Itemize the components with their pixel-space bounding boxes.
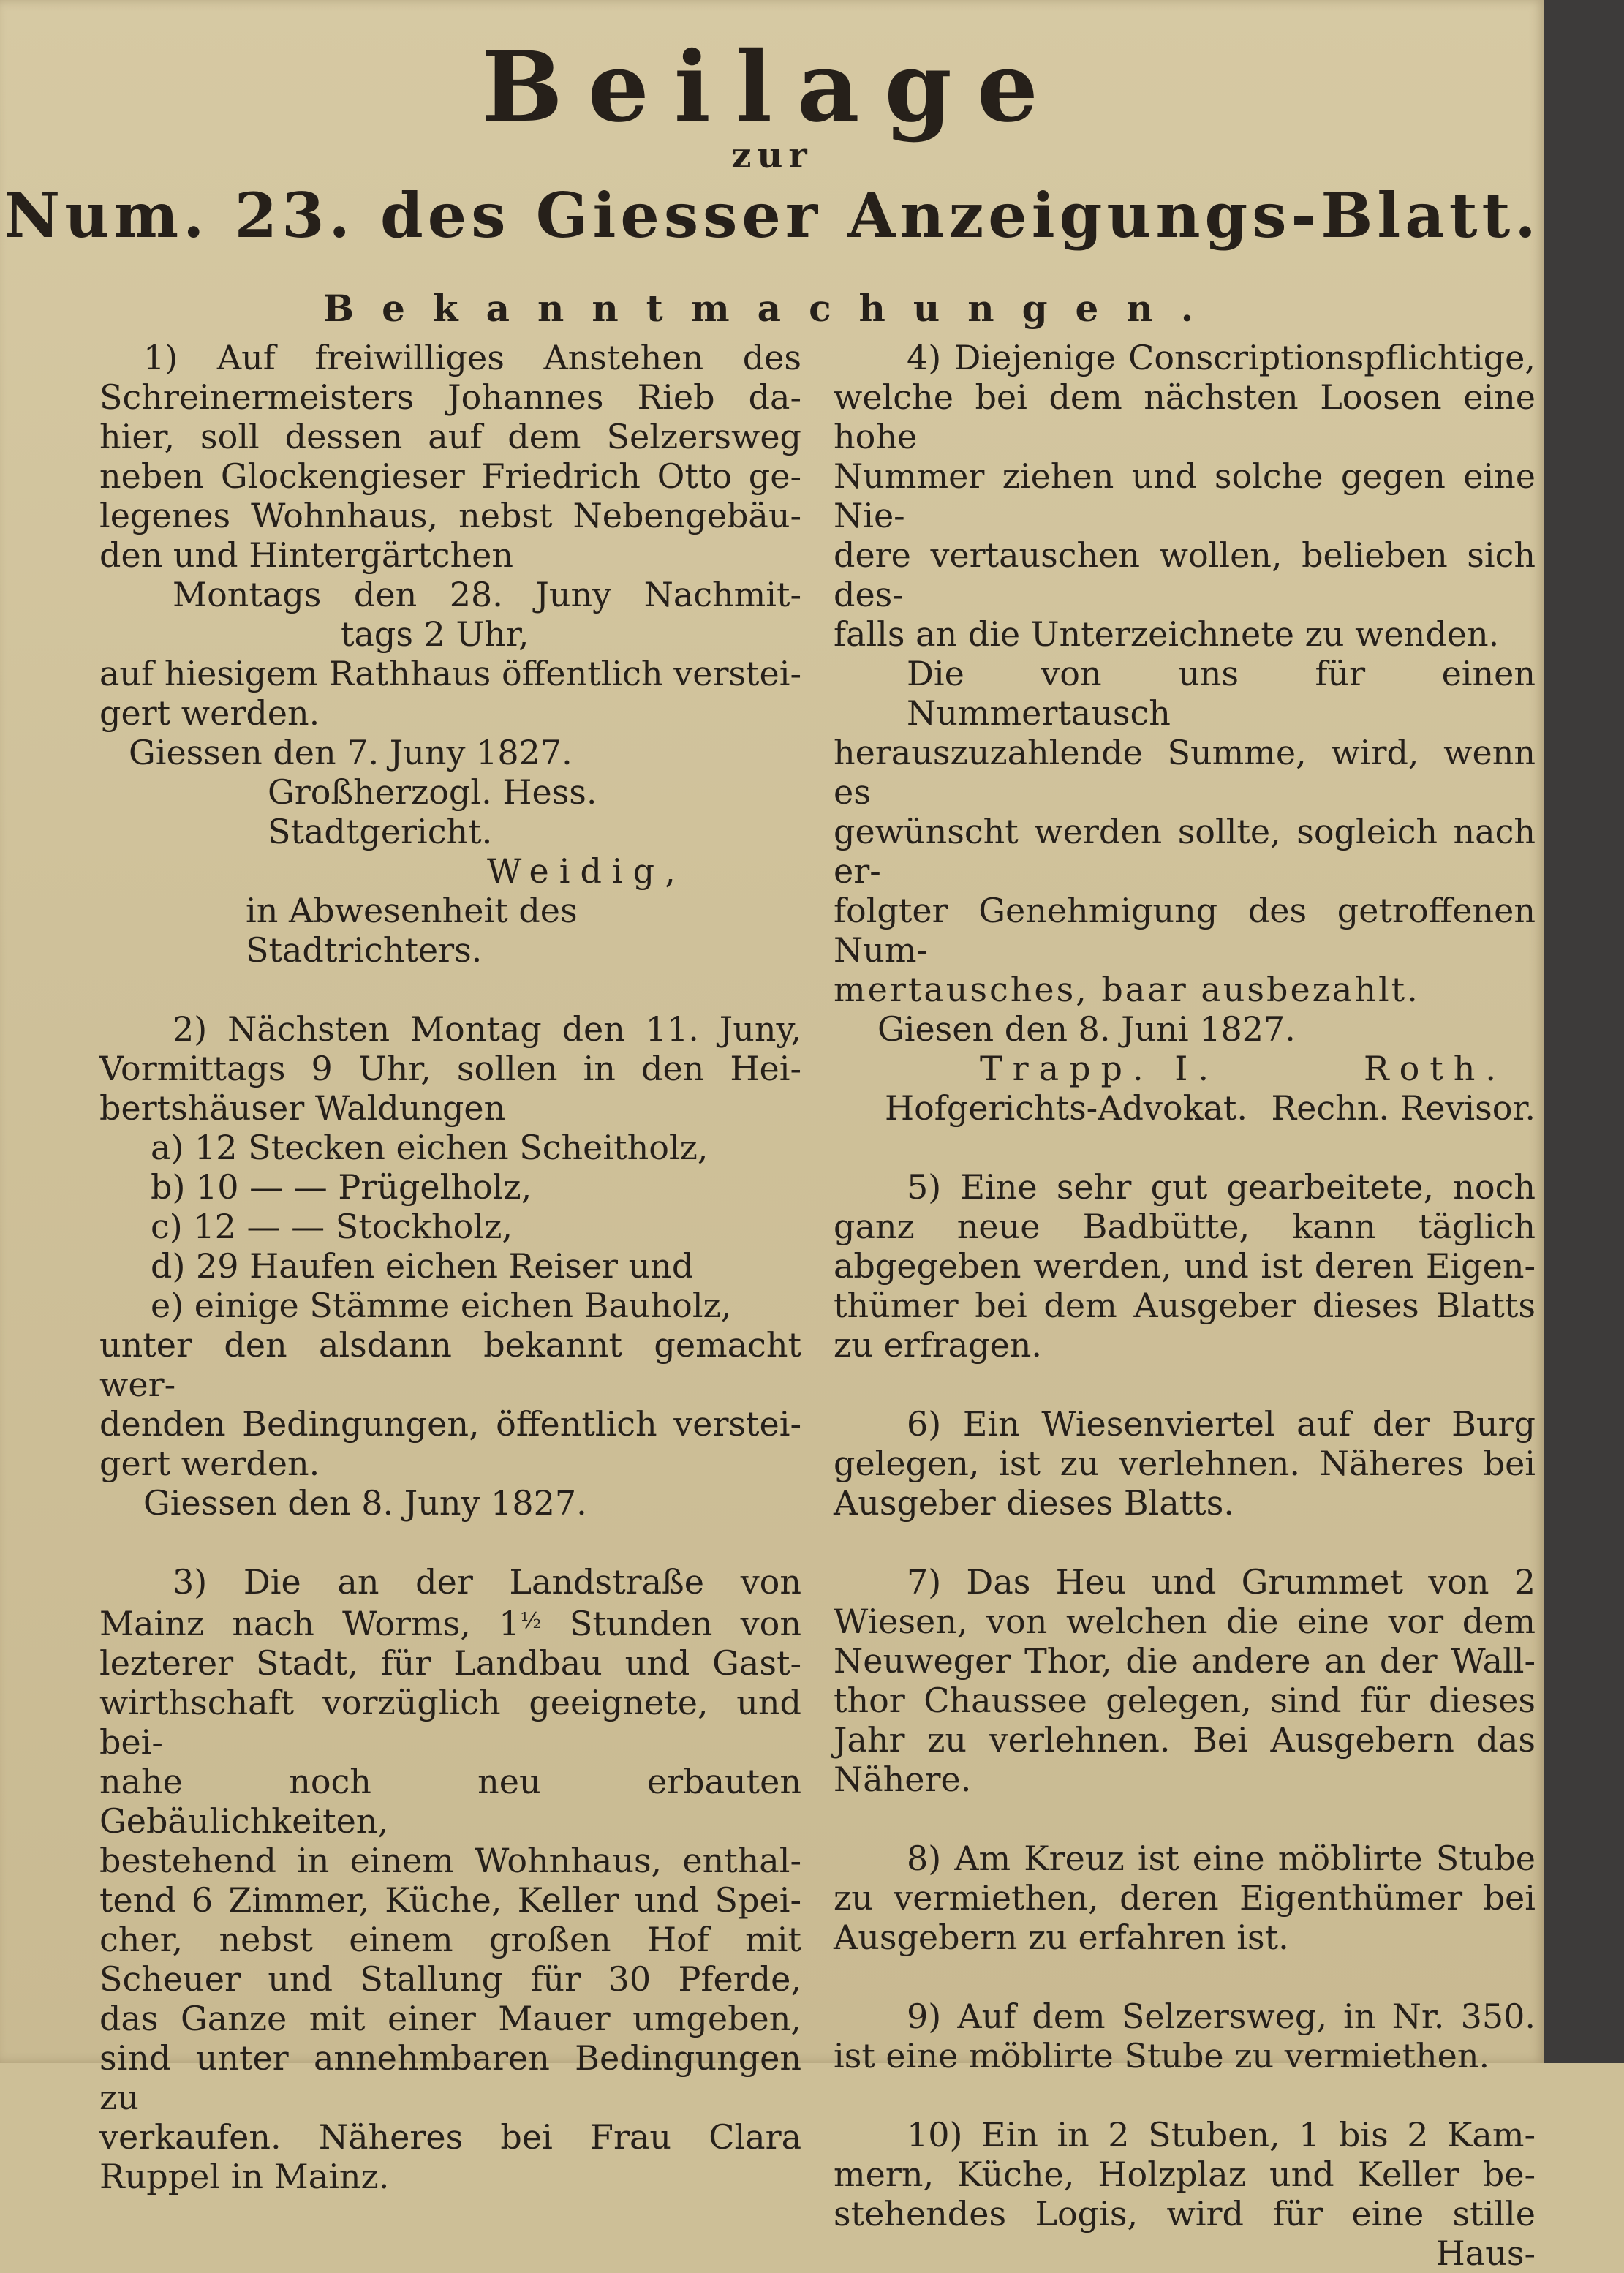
text-line: folgter Genehmigung des getroffenen Num- [834, 891, 1536, 970]
text-line: bestehend in einem Wohnhaus, enthal- [99, 1841, 801, 1880]
notice-7 [834, 1562, 1536, 1799]
text-line: 8) Am Kreuz ist eine möblirte Stube [907, 1839, 1536, 1878]
text-fragment: Mainz nach Worms, 1 [99, 1604, 521, 1643]
list-item: b) 10 — — Prügelholz, [151, 1167, 532, 1207]
notice-6 [834, 1404, 1536, 1523]
page-title: Beilage [481, 31, 1063, 144]
text-line: gert werden. [99, 693, 320, 733]
text-line: hier, soll dessen auf dem Selzersweg [99, 417, 801, 456]
list-item: a) 12 Stecken eichen Scheitholz, [151, 1128, 709, 1167]
text-line: gelegen, ist zu verlehnen. Näheres bei [834, 1444, 1536, 1483]
text-line: Die von uns für einen Nummertausch [907, 654, 1536, 733]
text-line: Scheuer und Stallung für 30 Pferde, [99, 1959, 801, 1999]
catchword: Haus- [1435, 2234, 1536, 2273]
text-line: das Ganze mit einer Mauer umgeben, [99, 1999, 801, 2038]
text-line: neben Glockengieser Friedrich Otto ge- [99, 456, 801, 496]
text-line: den und Hintergärtchen [99, 535, 513, 575]
signature-title: Hofgerichts-Advokat. [885, 1088, 1247, 1128]
text-line: 4) Diejenige Conscriptionspflichtige, [907, 338, 1536, 377]
text-line: legenes Wohnhaus, nebst Nebengebäu- [99, 496, 801, 535]
signature-name: Roth. [1363, 1049, 1506, 1088]
notice-5 [834, 1167, 1536, 1365]
text-line: stehendes Logis, wird für eine stille [834, 2194, 1536, 2234]
text-line: Schreinermeisters Johannes Rieb da- [99, 377, 801, 417]
signature-name: Trapp. I. [980, 1049, 1220, 1088]
text-line: 9) Auf dem Selzersweg, in Nr. 350. [907, 1997, 1536, 2036]
text-line: Nähere. [834, 1760, 972, 1799]
text-line: Neuweger Thor, die andere an der Wall- [834, 1641, 1536, 1681]
text-line: gert werden. [99, 1444, 320, 1483]
list-item: c) 12 — — Stockholz, [151, 1207, 513, 1246]
text-line: thümer bei dem Ausgeber dieses Blatts [834, 1286, 1536, 1325]
text-line: 6) Ein Wiesenviertel auf der Burg [907, 1404, 1536, 1444]
text-line: tend 6 Zimmer, Küche, Keller und Spei- [99, 1880, 801, 1920]
text-line: falls an die Unterzeichnete zu wenden. [834, 614, 1500, 654]
signature-names [834, 1049, 1536, 1088]
title-zur: zur [731, 135, 813, 176]
text-line: dere vertauschen wollen, belieben sich des- [834, 535, 1536, 614]
dateline: Giesen den 8. Juni 1827. [877, 1009, 1296, 1049]
text-line: mern, Küche, Holzplaz und Keller be- [834, 2155, 1536, 2194]
text-line: 7) Das Heu und Grummet von 2 [907, 1562, 1536, 1602]
text-line: 2) Nächsten Montag den 11. Juny, [173, 1009, 801, 1049]
list-item: e) einige Stämme eichen Bauholz, [151, 1286, 732, 1325]
text-line: verkaufen. Näheres bei Frau Clara [99, 2117, 801, 2157]
notice-10 [834, 2115, 1536, 2273]
notice-1 [99, 338, 801, 970]
text-line: 10) Ein in 2 Stuben, 1 bis 2 Kam- [907, 2115, 1536, 2155]
text-line: Ausgebern zu erfahren ist. [834, 1918, 1289, 1957]
signature-line: Großherzogl. Hess. Stadtgericht. [268, 772, 597, 851]
scan-background-edge [1544, 0, 1624, 2063]
text-line: Montags den 28. Juny Nachmit- [173, 575, 801, 614]
notice-9 [834, 1997, 1536, 2076]
text-line: Ausgeber dieses Blatts. [834, 1483, 1234, 1523]
notice-4 [834, 338, 1536, 1128]
notice-3 [99, 1562, 801, 2196]
text-line: denden Bedingungen, öffentlich verstei- [99, 1404, 801, 1444]
text-line: Vormittags 9 Uhr, sollen in den Hei- [99, 1049, 801, 1088]
right-column [834, 338, 1536, 2273]
text-line: welche bei dem nächsten Loosen eine hohe [834, 377, 1536, 456]
text-fragment: Stunden von [541, 1604, 801, 1643]
text-line: auf hiesigem Rathhaus öffentlich verstei- [99, 654, 801, 693]
text-line: herauszuzahlende Summe, wird, wenn es [834, 733, 1536, 812]
text-line: tags 2 Uhr, [341, 614, 529, 654]
text-line: abgegeben werden, und ist deren Eigen- [834, 1246, 1536, 1286]
text-line: zu erfragen. [834, 1325, 1043, 1365]
list-item: d) 29 Haufen eichen Reiser und [151, 1246, 694, 1286]
text-line: gewünscht werden sollte, sogleich nach er- [834, 812, 1536, 891]
text-line: mertausches, baar ausbezahlt. [834, 970, 1420, 1009]
notice-8 [834, 1839, 1536, 1957]
text-line: 1) Auf freiwilliges Anstehen des [143, 338, 801, 377]
signature-titles [834, 1088, 1536, 1128]
signature-name: Weidig, [487, 851, 686, 891]
text-line: 3) Die an der Landstraße von [173, 1562, 801, 1602]
text-line: 5) Eine sehr gut gearbeitete, noch [907, 1167, 1536, 1207]
text-line: cher, nebst einem großen Hof mit [99, 1920, 801, 1959]
text-line: wirthschaft vorzüglich geeignete, und bei- [99, 1683, 801, 1762]
text-line: Jahr zu verlehnen. Bei Ausgebern das [834, 1720, 1536, 1760]
text-line: bertshäuser Waldungen [99, 1088, 506, 1128]
text-line: nahe noch neu erbauten Gebäulichkeiten, [99, 1762, 801, 1841]
text-line: Ruppel in Mainz. [99, 2157, 390, 2196]
text-line: lezterer Stadt, für Landbau und Gast- [99, 1643, 801, 1683]
text-line: Nummer ziehen und solche gegen eine Nie- [834, 456, 1536, 535]
text-line: Wiesen, von welchen die eine vor dem [834, 1602, 1536, 1641]
text-line [99, 1602, 801, 1643]
text-line: zu vermiethen, deren Eigenthümer bei [834, 1878, 1536, 1918]
fraction: ½ [520, 1608, 542, 1634]
text-line: thor Chaussee gelegen, sind für dieses [834, 1681, 1536, 1720]
text-line: unter den alsdann bekannt gemacht wer- [99, 1325, 801, 1404]
page-subtitle: Num. 23. des Giesser Anzeigungs-Blatt. [4, 179, 1541, 252]
signature-line: in Abwesenheit des Stadtrichters. [246, 891, 578, 970]
dateline: Giessen den 8. Juny 1827. [143, 1483, 587, 1523]
text-line: ist eine möblirte Stube zu vermiethen. [834, 2036, 1490, 2076]
text-line: sind unter annehmbaren Bedingungen zu [99, 2038, 801, 2117]
text-line: ganz neue Badbütte, kann täglich [834, 1207, 1536, 1246]
signature-title: Rechn. Revisor. [1271, 1088, 1536, 1128]
section-heading: Bekanntmachungen. [322, 287, 1222, 330]
dateline: Giessen den 7. Juny 1827. [129, 733, 573, 772]
left-column [99, 338, 801, 2196]
notice-2 [99, 1009, 801, 1523]
